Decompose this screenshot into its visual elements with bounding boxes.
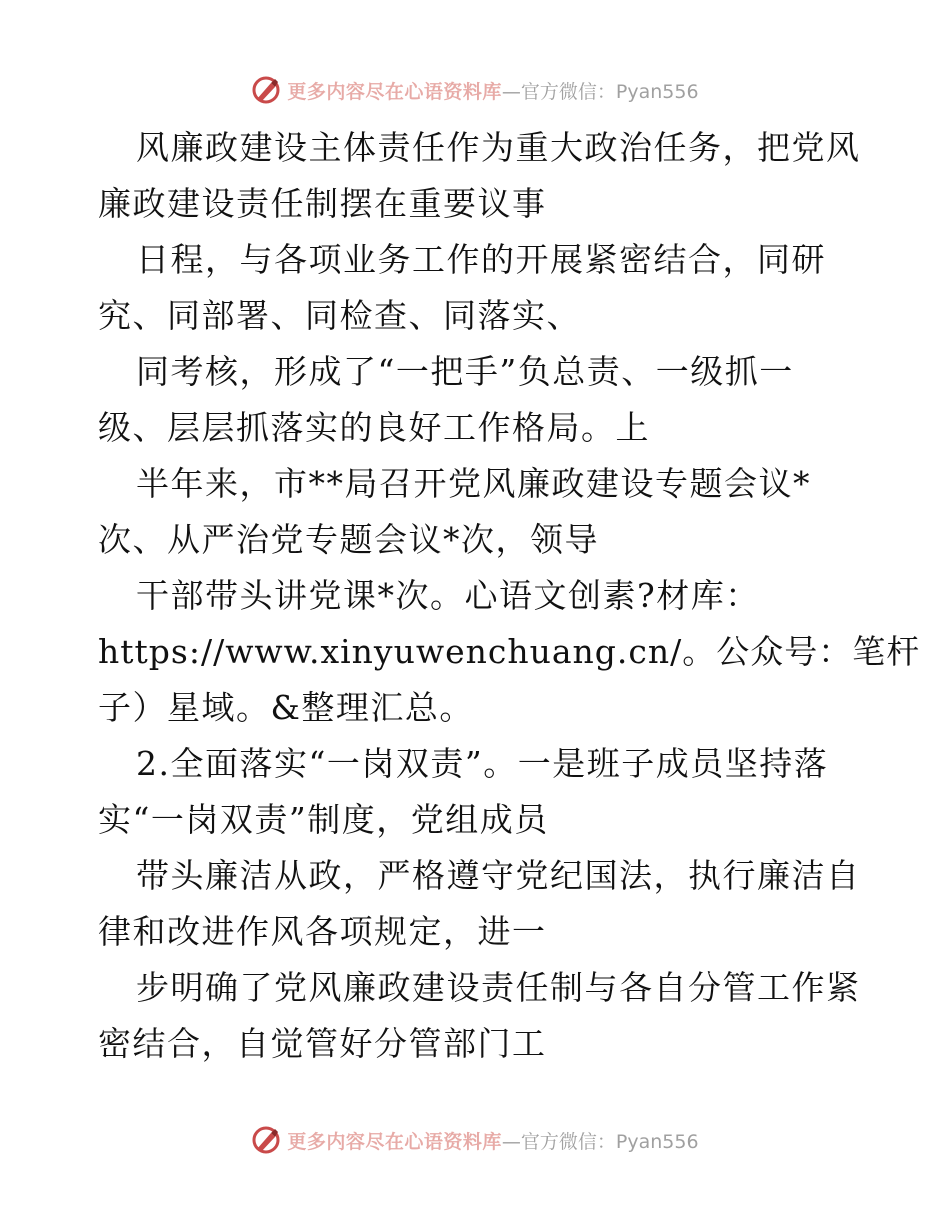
text-line: 2.全面落实“一岗双责”。一是班子成员坚持落 (136, 744, 829, 783)
text-line: 律和改进作风各项规定，进一 (98, 912, 547, 951)
text-line-url: https://www.xinyuwenchuang.cn/。公众号：笔杆 (98, 632, 921, 671)
watermark-contact: —官方微信：Pyan556 (501, 80, 699, 103)
text-line: 子）星域。&整理汇总。 (98, 688, 474, 727)
text-line: 廉政建设责任制摆在重要议事 (98, 184, 547, 223)
text-line: 密结合，自觉管好分管部门工 (98, 1024, 547, 1063)
watermark-contact: —官方微信：Pyan556 (501, 1130, 699, 1153)
text-line: 带头廉洁从政，严格遵守党纪国法，执行廉洁自 (136, 856, 861, 895)
watermark-text: 更多内容尽在心语资料库 (287, 1130, 502, 1153)
text-line: 步明确了党风廉政建设责任制与各自分管工作紧 (136, 968, 861, 1007)
footer-watermark-banner (0, 1120, 950, 1160)
text-line: 究、同部署、同检查、同落实、 (98, 296, 581, 335)
text-line: 风廉政建设主体责任作为重大政治任务，把党风 (136, 128, 861, 167)
document-body (98, 120, 921, 1072)
pen-logo-icon (251, 1125, 281, 1155)
watermark-text: 更多内容尽在心语资料库 (287, 80, 502, 103)
header-watermark-banner (0, 70, 950, 110)
text-line: 次、从严治党专题会议*次，领导 (98, 520, 599, 559)
text-line: 干部带头讲党课*次。心语文创素?材库： (136, 576, 760, 615)
text-line: 级、层层抓落实的良好工作格局。上 (98, 408, 650, 447)
text-line: 半年来，市**局召开党风廉政建设专题会议* (136, 464, 811, 503)
text-line: 实“一岗双责”制度，党组成员 (98, 800, 549, 839)
pen-logo-icon (251, 75, 281, 105)
text-line: 日程，与各项业务工作的开展紧密结合，同研 (136, 240, 826, 279)
text-line: 同考核，形成了“一把手”负总责、一级抓一 (136, 352, 794, 391)
